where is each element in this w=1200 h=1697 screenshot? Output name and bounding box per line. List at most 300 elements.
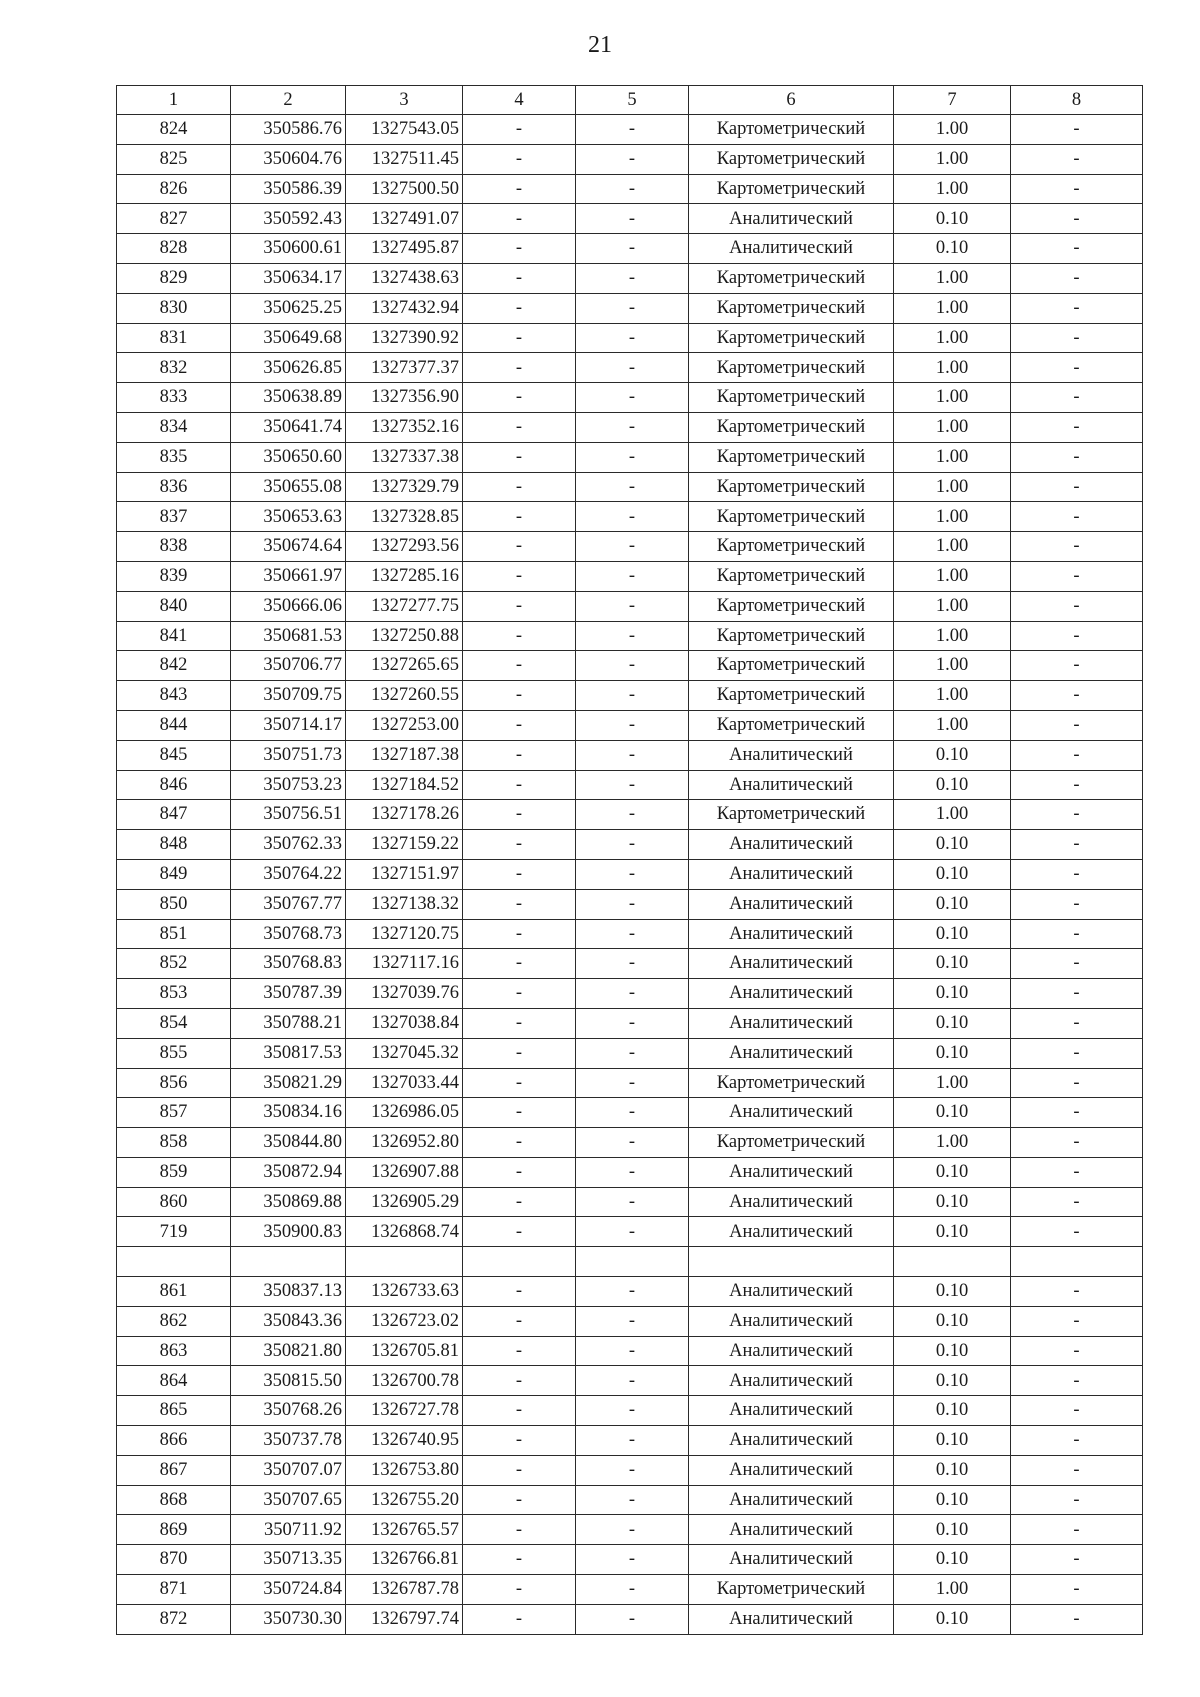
accuracy-cell: 0.10 — [894, 889, 1011, 919]
y-coordinate-cell: 1327178.26 — [346, 800, 463, 830]
column-5-cell: - — [576, 1038, 689, 1068]
point-number-cell: 872 — [117, 1604, 231, 1634]
accuracy-cell: 1.00 — [894, 1128, 1011, 1158]
table-row — [117, 1277, 1143, 1307]
x-coordinate-cell: 350730.30 — [231, 1604, 346, 1634]
column-8-cell: - — [1011, 412, 1143, 442]
table-row — [117, 681, 1143, 711]
accuracy-cell: 1.00 — [894, 591, 1011, 621]
x-coordinate-cell: 350753.23 — [231, 770, 346, 800]
column-4-cell: - — [463, 1545, 576, 1575]
column-4-cell: - — [463, 681, 576, 711]
method-cell: Картометрический — [689, 383, 894, 413]
column-4-cell: - — [463, 383, 576, 413]
table-row — [117, 1545, 1143, 1575]
x-coordinate-cell: 350634.17 — [231, 263, 346, 293]
column-8-cell: - — [1011, 800, 1143, 830]
column-4-cell: - — [463, 1187, 576, 1217]
point-number-cell: 856 — [117, 1068, 231, 1098]
column-5-cell: - — [576, 1128, 689, 1158]
y-coordinate-cell: 1327500.50 — [346, 174, 463, 204]
column-4-cell: - — [463, 1008, 576, 1038]
column-4-cell: - — [463, 1038, 576, 1068]
table-row — [117, 293, 1143, 323]
point-number-cell: 870 — [117, 1545, 231, 1575]
accuracy-cell — [894, 1247, 1011, 1277]
column-8-cell: - — [1011, 1455, 1143, 1485]
coordinates-table — [116, 85, 1143, 1635]
method-cell: Картометрический — [689, 144, 894, 174]
x-coordinate-cell: 350638.89 — [231, 383, 346, 413]
method-cell: Картометрический — [689, 323, 894, 353]
accuracy-cell: 0.10 — [894, 204, 1011, 234]
x-coordinate-cell: 350661.97 — [231, 561, 346, 591]
column-4-cell: - — [463, 532, 576, 562]
column-8-cell: - — [1011, 1336, 1143, 1366]
x-coordinate-cell: 350586.76 — [231, 115, 346, 145]
table-row — [117, 1217, 1143, 1247]
y-coordinate-cell: 1327432.94 — [346, 293, 463, 323]
column-4-cell: - — [463, 1455, 576, 1485]
table-row — [117, 889, 1143, 919]
column-5-cell: - — [576, 234, 689, 264]
point-number-cell: 866 — [117, 1426, 231, 1456]
point-number-cell: 827 — [117, 204, 231, 234]
point-number-cell: 840 — [117, 591, 231, 621]
accuracy-cell: 1.00 — [894, 353, 1011, 383]
y-coordinate-cell: 1327377.37 — [346, 353, 463, 383]
column-4-cell: - — [463, 1217, 576, 1247]
x-coordinate-cell: 350709.75 — [231, 681, 346, 711]
column-8-cell: - — [1011, 353, 1143, 383]
method-cell: Картометрический — [689, 1575, 894, 1605]
column-8-cell: - — [1011, 1366, 1143, 1396]
column-4-cell: - — [463, 1157, 576, 1187]
y-coordinate-cell: 1326765.57 — [346, 1515, 463, 1545]
point-number-cell: 860 — [117, 1187, 231, 1217]
point-number-cell: 869 — [117, 1515, 231, 1545]
point-number-cell: 858 — [117, 1128, 231, 1158]
column-8-cell: - — [1011, 1068, 1143, 1098]
method-cell: Картометрический — [689, 800, 894, 830]
x-coordinate-cell: 350821.80 — [231, 1336, 346, 1366]
column-8-cell: - — [1011, 383, 1143, 413]
column-8-cell: - — [1011, 204, 1143, 234]
x-coordinate-cell: 350834.16 — [231, 1098, 346, 1128]
accuracy-cell: 0.10 — [894, 830, 1011, 860]
x-coordinate-cell: 350625.25 — [231, 293, 346, 323]
point-number-cell: 868 — [117, 1485, 231, 1515]
x-coordinate-cell: 350707.07 — [231, 1455, 346, 1485]
point-number-cell: 857 — [117, 1098, 231, 1128]
accuracy-cell: 1.00 — [894, 681, 1011, 711]
column-8-cell: - — [1011, 1128, 1143, 1158]
page-number: 21 — [588, 32, 612, 58]
point-number-cell: 841 — [117, 621, 231, 651]
column-4-cell: - — [463, 1396, 576, 1426]
method-cell: Аналитический — [689, 1515, 894, 1545]
method-cell: Картометрический — [689, 532, 894, 562]
column-5-cell: - — [576, 1485, 689, 1515]
y-coordinate-cell: 1326952.80 — [346, 1128, 463, 1158]
column-5-cell: - — [576, 1068, 689, 1098]
y-coordinate-cell: 1327352.16 — [346, 412, 463, 442]
column-4-cell — [463, 1247, 576, 1277]
y-coordinate-cell: 1327328.85 — [346, 502, 463, 532]
column-4-cell: - — [463, 174, 576, 204]
column-5-cell: - — [576, 830, 689, 860]
table-row — [117, 1008, 1143, 1038]
x-coordinate-cell: 350724.84 — [231, 1575, 346, 1605]
x-coordinate-cell: 350706.77 — [231, 651, 346, 681]
accuracy-cell: 1.00 — [894, 1068, 1011, 1098]
column-5-cell — [576, 1247, 689, 1277]
table-row — [117, 1038, 1143, 1068]
column-8-cell: - — [1011, 1157, 1143, 1187]
column-5-cell: - — [576, 144, 689, 174]
column-4-cell: - — [463, 144, 576, 174]
method-cell: Аналитический — [689, 204, 894, 234]
table-body — [117, 86, 1143, 1635]
point-number-cell: 851 — [117, 919, 231, 949]
y-coordinate-cell: 1327117.16 — [346, 949, 463, 979]
column-4-cell: - — [463, 1485, 576, 1515]
point-number-cell: 832 — [117, 353, 231, 383]
column-4-cell: - — [463, 353, 576, 383]
x-coordinate-cell: 350713.35 — [231, 1545, 346, 1575]
method-cell: Аналитический — [689, 1396, 894, 1426]
column-4-cell: - — [463, 293, 576, 323]
column-5-cell: - — [576, 1306, 689, 1336]
method-cell: Картометрический — [689, 651, 894, 681]
y-coordinate-cell: 1327337.38 — [346, 442, 463, 472]
method-cell: Картометрический — [689, 1128, 894, 1158]
point-number-cell: 824 — [117, 115, 231, 145]
column-4-cell: - — [463, 442, 576, 472]
header-cell: 1 — [117, 86, 231, 115]
y-coordinate-cell: 1327495.87 — [346, 234, 463, 264]
method-cell: Аналитический — [689, 1217, 894, 1247]
accuracy-cell: 1.00 — [894, 383, 1011, 413]
method-cell: Аналитический — [689, 1008, 894, 1038]
column-4-cell: - — [463, 502, 576, 532]
point-number-cell: 852 — [117, 949, 231, 979]
column-5-cell: - — [576, 770, 689, 800]
y-coordinate-cell: 1327329.79 — [346, 472, 463, 502]
point-number-cell: 845 — [117, 740, 231, 770]
table-row — [117, 1098, 1143, 1128]
column-8-cell: - — [1011, 1306, 1143, 1336]
x-coordinate-cell: 350815.50 — [231, 1366, 346, 1396]
column-5-cell: - — [576, 442, 689, 472]
x-coordinate-cell: 350768.73 — [231, 919, 346, 949]
header-cell: 2 — [231, 86, 346, 115]
point-number-cell: 859 — [117, 1157, 231, 1187]
x-coordinate-cell: 350872.94 — [231, 1157, 346, 1187]
column-4-cell: - — [463, 1604, 576, 1634]
column-4-cell: - — [463, 1426, 576, 1456]
accuracy-cell: 0.10 — [894, 1336, 1011, 1366]
column-4-cell: - — [463, 919, 576, 949]
table-row — [117, 859, 1143, 889]
method-cell: Аналитический — [689, 1604, 894, 1634]
point-number-cell: 834 — [117, 412, 231, 442]
column-4-cell: - — [463, 1515, 576, 1545]
column-8-cell: - — [1011, 889, 1143, 919]
column-5-cell: - — [576, 1008, 689, 1038]
table-row — [117, 1366, 1143, 1396]
method-cell: Аналитический — [689, 1187, 894, 1217]
y-coordinate-cell: 1326766.81 — [346, 1545, 463, 1575]
column-8-cell: - — [1011, 144, 1143, 174]
method-cell: Аналитический — [689, 1485, 894, 1515]
column-8-cell: - — [1011, 979, 1143, 1009]
point-number-cell: 838 — [117, 532, 231, 562]
column-5-cell: - — [576, 263, 689, 293]
table-row — [117, 234, 1143, 264]
accuracy-cell: 1.00 — [894, 115, 1011, 145]
method-cell: Аналитический — [689, 1038, 894, 1068]
column-5-cell: - — [576, 949, 689, 979]
column-5-cell: - — [576, 710, 689, 740]
method-cell: Аналитический — [689, 740, 894, 770]
column-8-cell: - — [1011, 621, 1143, 651]
table-row — [117, 1396, 1143, 1426]
column-8-cell: - — [1011, 1187, 1143, 1217]
y-coordinate-cell: 1327045.32 — [346, 1038, 463, 1068]
accuracy-cell: 0.10 — [894, 1604, 1011, 1634]
column-8-cell: - — [1011, 1038, 1143, 1068]
accuracy-cell: 1.00 — [894, 532, 1011, 562]
column-4-cell: - — [463, 561, 576, 591]
y-coordinate-cell: 1326753.80 — [346, 1455, 463, 1485]
column-4-cell: - — [463, 1128, 576, 1158]
point-number-cell: 848 — [117, 830, 231, 860]
x-coordinate-cell: 350756.51 — [231, 800, 346, 830]
column-5-cell: - — [576, 174, 689, 204]
y-coordinate-cell: 1327265.65 — [346, 651, 463, 681]
column-8-cell: - — [1011, 323, 1143, 353]
accuracy-cell: 0.10 — [894, 1426, 1011, 1456]
column-5-cell: - — [576, 621, 689, 651]
table-row — [117, 651, 1143, 681]
column-8-cell: - — [1011, 1277, 1143, 1307]
column-4-cell: - — [463, 263, 576, 293]
column-8-cell: - — [1011, 1008, 1143, 1038]
y-coordinate-cell: 1326733.63 — [346, 1277, 463, 1307]
method-cell: Аналитический — [689, 234, 894, 264]
column-4-cell: - — [463, 1336, 576, 1366]
column-4-cell: - — [463, 115, 576, 145]
y-coordinate-cell: 1327438.63 — [346, 263, 463, 293]
column-4-cell: - — [463, 710, 576, 740]
accuracy-cell: 0.10 — [894, 740, 1011, 770]
y-coordinate-cell: 1327390.92 — [346, 323, 463, 353]
accuracy-cell: 1.00 — [894, 1575, 1011, 1605]
point-number-cell: 833 — [117, 383, 231, 413]
y-coordinate-cell: 1326905.29 — [346, 1187, 463, 1217]
accuracy-cell: 0.10 — [894, 1098, 1011, 1128]
method-cell: Картометрический — [689, 472, 894, 502]
method-cell: Картометрический — [689, 502, 894, 532]
x-coordinate-cell: 350767.77 — [231, 889, 346, 919]
point-number-cell: 835 — [117, 442, 231, 472]
column-4-cell: - — [463, 472, 576, 502]
table-row — [117, 1604, 1143, 1634]
method-cell: Картометрический — [689, 412, 894, 442]
table-row — [117, 770, 1143, 800]
column-5-cell: - — [576, 1277, 689, 1307]
column-4-cell: - — [463, 1575, 576, 1605]
table-row — [117, 800, 1143, 830]
column-8-cell: - — [1011, 591, 1143, 621]
column-5-cell: - — [576, 1366, 689, 1396]
column-5-cell: - — [576, 1545, 689, 1575]
column-4-cell: - — [463, 323, 576, 353]
table-row — [117, 1128, 1143, 1158]
point-number-cell: 849 — [117, 859, 231, 889]
column-4-cell: - — [463, 621, 576, 651]
point-number-cell: 828 — [117, 234, 231, 264]
accuracy-cell: 0.10 — [894, 949, 1011, 979]
method-cell: Аналитический — [689, 1157, 894, 1187]
column-5-cell: - — [576, 889, 689, 919]
column-4-cell: - — [463, 859, 576, 889]
accuracy-cell: 1.00 — [894, 293, 1011, 323]
table-row — [117, 1575, 1143, 1605]
point-number-cell: 867 — [117, 1455, 231, 1485]
x-coordinate-cell: 350764.22 — [231, 859, 346, 889]
y-coordinate-cell: 1327120.75 — [346, 919, 463, 949]
column-4-cell: - — [463, 1068, 576, 1098]
accuracy-cell: 0.10 — [894, 1515, 1011, 1545]
point-number-cell: 865 — [117, 1396, 231, 1426]
y-coordinate-cell: 1327511.45 — [346, 144, 463, 174]
accuracy-cell: 0.10 — [894, 1366, 1011, 1396]
accuracy-cell: 1.00 — [894, 651, 1011, 681]
method-cell: Аналитический — [689, 979, 894, 1009]
point-number-cell: 842 — [117, 651, 231, 681]
y-coordinate-cell: 1326727.78 — [346, 1396, 463, 1426]
column-8-cell: - — [1011, 1604, 1143, 1634]
x-coordinate-cell: 350626.85 — [231, 353, 346, 383]
y-coordinate-cell — [346, 1247, 463, 1277]
column-5-cell: - — [576, 1157, 689, 1187]
x-coordinate-cell: 350821.29 — [231, 1068, 346, 1098]
x-coordinate-cell — [231, 1247, 346, 1277]
method-cell: Картометрический — [689, 353, 894, 383]
column-5-cell: - — [576, 1396, 689, 1426]
column-5-cell: - — [576, 681, 689, 711]
x-coordinate-cell: 350844.80 — [231, 1128, 346, 1158]
accuracy-cell: 0.10 — [894, 234, 1011, 264]
x-coordinate-cell: 350650.60 — [231, 442, 346, 472]
x-coordinate-cell: 350900.83 — [231, 1217, 346, 1247]
table-row — [117, 591, 1143, 621]
accuracy-cell: 1.00 — [894, 323, 1011, 353]
y-coordinate-cell: 1326700.78 — [346, 1366, 463, 1396]
accuracy-cell: 1.00 — [894, 144, 1011, 174]
method-cell: Картометрический — [689, 621, 894, 651]
y-coordinate-cell: 1327250.88 — [346, 621, 463, 651]
table-row — [117, 204, 1143, 234]
column-5-cell: - — [576, 591, 689, 621]
y-coordinate-cell: 1327543.05 — [346, 115, 463, 145]
table-row — [117, 919, 1143, 949]
column-8-cell: - — [1011, 949, 1143, 979]
column-4-cell: - — [463, 979, 576, 1009]
y-coordinate-cell: 1327187.38 — [346, 740, 463, 770]
column-5-cell: - — [576, 800, 689, 830]
x-coordinate-cell: 350817.53 — [231, 1038, 346, 1068]
column-4-cell: - — [463, 591, 576, 621]
column-8-cell: - — [1011, 1396, 1143, 1426]
table-row — [117, 1515, 1143, 1545]
table-row — [117, 1455, 1143, 1485]
method-cell — [689, 1247, 894, 1277]
method-cell: Картометрический — [689, 174, 894, 204]
column-5-cell: - — [576, 293, 689, 323]
column-5-cell: - — [576, 1336, 689, 1366]
column-5-cell: - — [576, 1575, 689, 1605]
point-number-cell: 825 — [117, 144, 231, 174]
column-5-cell: - — [576, 1217, 689, 1247]
header-cell: 6 — [689, 86, 894, 115]
y-coordinate-cell: 1327138.32 — [346, 889, 463, 919]
column-8-cell: - — [1011, 859, 1143, 889]
point-number-cell: 829 — [117, 263, 231, 293]
y-coordinate-cell: 1327151.97 — [346, 859, 463, 889]
y-coordinate-cell: 1327033.44 — [346, 1068, 463, 1098]
column-5-cell: - — [576, 532, 689, 562]
column-8-cell: - — [1011, 174, 1143, 204]
x-coordinate-cell: 350768.26 — [231, 1396, 346, 1426]
x-coordinate-cell: 350674.64 — [231, 532, 346, 562]
column-4-cell: - — [463, 949, 576, 979]
column-4-cell: - — [463, 740, 576, 770]
accuracy-cell: 0.10 — [894, 979, 1011, 1009]
table-blank-row — [117, 1247, 1143, 1277]
y-coordinate-cell: 1327039.76 — [346, 979, 463, 1009]
header-cell: 3 — [346, 86, 463, 115]
x-coordinate-cell: 350600.61 — [231, 234, 346, 264]
x-coordinate-cell: 350592.43 — [231, 204, 346, 234]
method-cell: Картометрический — [689, 681, 894, 711]
column-8-cell: - — [1011, 263, 1143, 293]
column-8-cell: - — [1011, 1426, 1143, 1456]
y-coordinate-cell: 1327260.55 — [346, 681, 463, 711]
point-number-cell: 837 — [117, 502, 231, 532]
method-cell: Картометрический — [689, 263, 894, 293]
point-number-cell: 719 — [117, 1217, 231, 1247]
table-row — [117, 353, 1143, 383]
y-coordinate-cell: 1327293.56 — [346, 532, 463, 562]
column-4-cell: - — [463, 1277, 576, 1307]
point-number-cell: 863 — [117, 1336, 231, 1366]
table-row — [117, 1157, 1143, 1187]
column-5-cell: - — [576, 561, 689, 591]
column-8-cell: - — [1011, 561, 1143, 591]
column-4-cell: - — [463, 800, 576, 830]
point-number-cell: 844 — [117, 710, 231, 740]
accuracy-cell: 1.00 — [894, 502, 1011, 532]
column-4-cell: - — [463, 1366, 576, 1396]
column-5-cell: - — [576, 651, 689, 681]
accuracy-cell: 0.10 — [894, 1038, 1011, 1068]
table-row — [117, 1068, 1143, 1098]
column-8-cell: - — [1011, 293, 1143, 323]
point-number-cell: 836 — [117, 472, 231, 502]
